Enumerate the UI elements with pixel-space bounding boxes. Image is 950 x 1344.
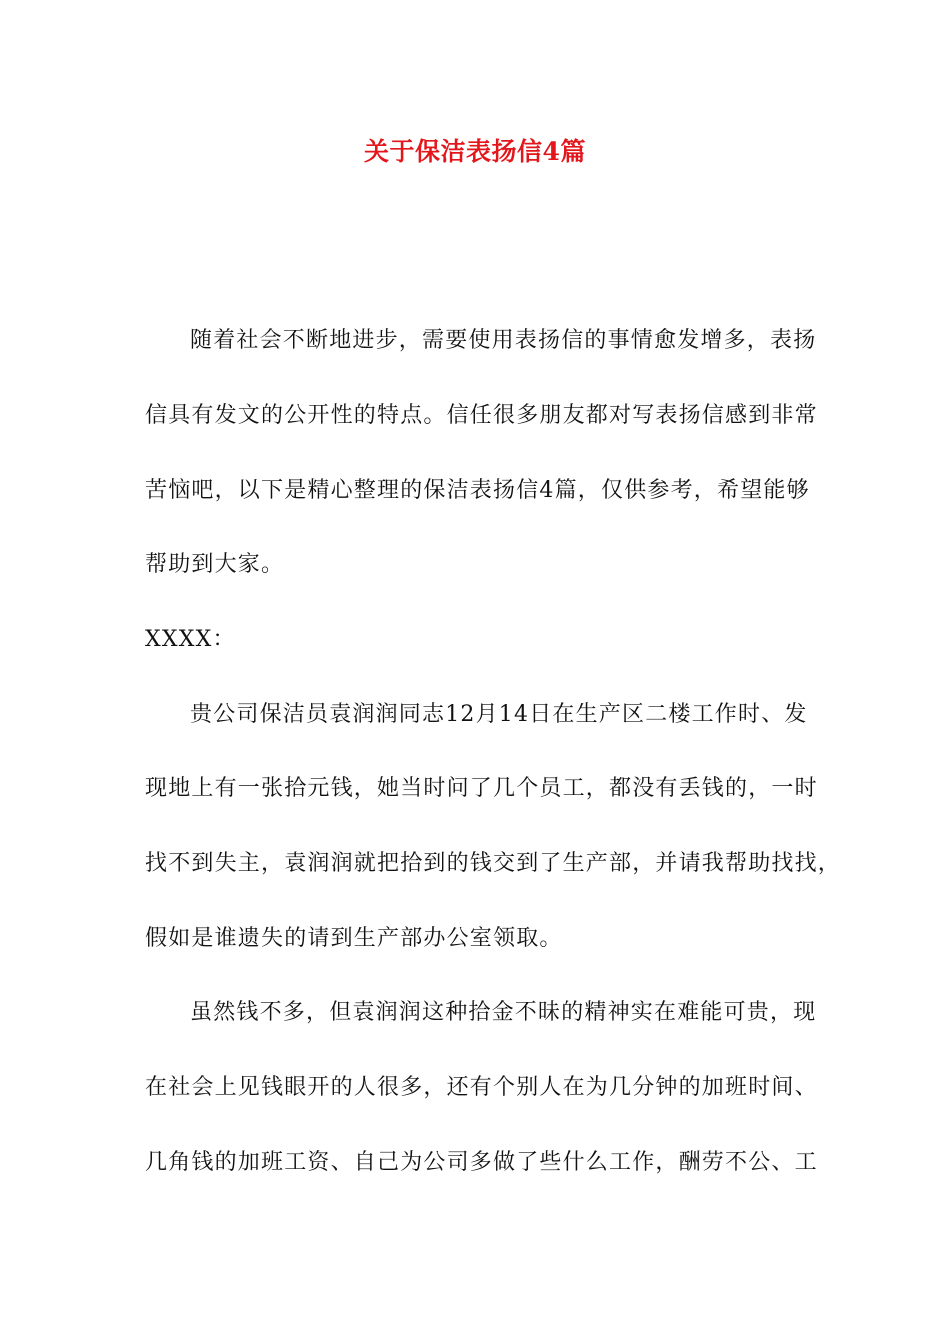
paragraph-1-line-3: 苦恼吧，以下是精心整理的保洁表扬信4篇，仅供参考，希望能够 [145, 478, 810, 503]
paragraph-2-line-2: 现地上有一张拾元钱，她当时问了几个员工，都没有丢钱的，一时 [145, 776, 818, 801]
paragraph-2-line-4: 假如是谁遗失的请到生产部办公室领取。 [145, 926, 563, 951]
paragraph-2-line-1: 贵公司保洁员袁润润同志12月14日在生产区二楼工作时、发 [190, 702, 808, 727]
salutation: XXXX： [145, 627, 236, 652]
paragraph-3-line-3: 几角钱的加班工资、自己为公司多做了些什么工作，酬劳不公、工 [145, 1150, 818, 1175]
paragraph-1-line-2: 信具有发文的公开性的特点。信任很多朋友都对写表扬信感到非常 [145, 403, 818, 428]
paragraph-3-line-2: 在社会上见钱眼开的人很多，还有个别人在为几分钟的加班时间、 [145, 1075, 818, 1100]
paragraph-1-line-1: 随着社会不断地进步，需要使用表扬信的事情愈发增多，表扬 [190, 328, 817, 353]
paragraph-2-line-3: 找不到失主，袁润润就把拾到的钱交到了生产部，并请我帮助找找， [145, 851, 842, 876]
document-title: 关于保洁表扬信4篇 [364, 137, 586, 166]
paragraph-1-line-4: 帮助到大家。 [145, 552, 285, 577]
paragraph-3-line-1: 虽然钱不多，但袁润润这种拾金不昧的精神实在难能可贵，现 [190, 1000, 817, 1025]
